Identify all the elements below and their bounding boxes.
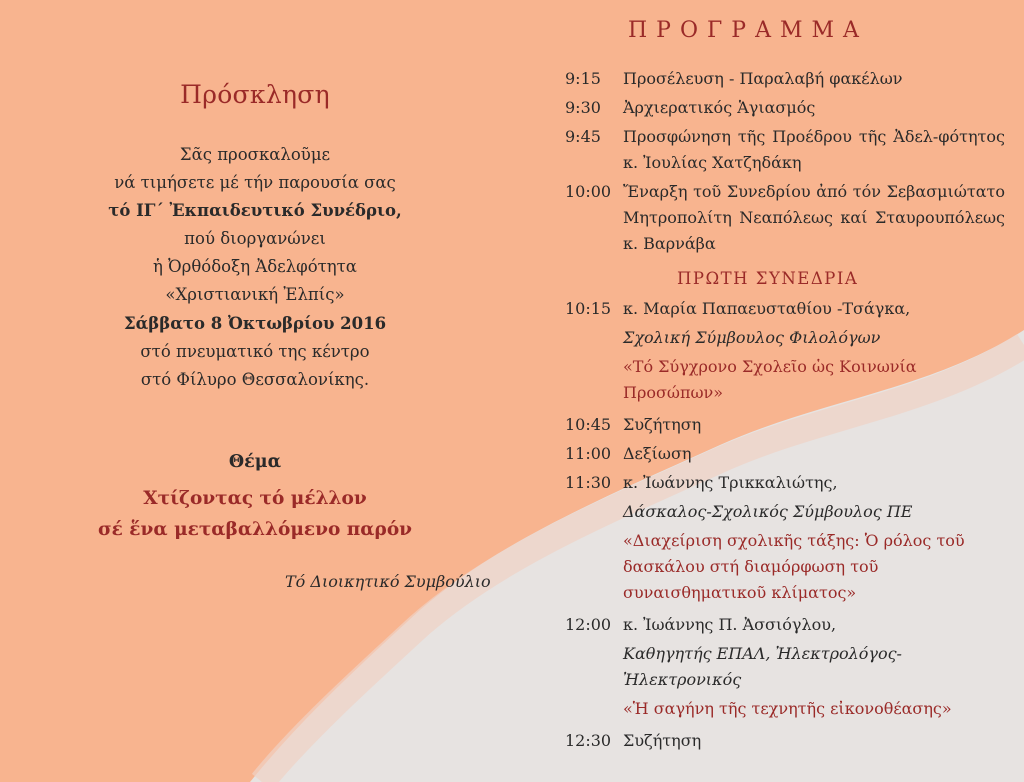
program-item-time: 9:45	[565, 127, 601, 146]
theme-label: Θέμα	[228, 452, 282, 472]
invitation-text	[60, 141, 450, 394]
program-item-text: Ἔναρξη τοῦ Συνεδρίου ἀπό τόν Σεβασμιώτατο Μητροπολίτη Νεαπόλεως καί Σταυρουπόλεως κ. Βαρνάβα	[623, 182, 1005, 253]
program-item-text: Ἀρχιερατικός Ἁγιασμός	[623, 98, 816, 117]
invitation-line: τό ΙΓ΄ Ἐκπαιδευτικό Συνέδριο,	[108, 201, 402, 221]
invitation-line: Σᾶς προσκαλοῦμε	[179, 145, 331, 164]
program-item	[565, 179, 1005, 257]
program-item	[565, 412, 1005, 438]
invitation-line: «Χριστιανική Ἐλπίς»	[165, 285, 345, 305]
program-item-time: 10:00	[565, 182, 612, 201]
signature: Τό Διοικητικό Συμβούλιο	[285, 572, 491, 591]
speaker-role: Σχολική Σύμβουλος Φιλολόγων	[623, 328, 881, 347]
theme-line: σέ ἕνα μεταβαλλόμενο παρόν	[97, 519, 413, 540]
program-item-text: Προσφώνηση τῆς Προέδρου τῆς Ἀδελ-φότητος κ. Ἰουλίας Χατζηδάκη	[623, 127, 1005, 172]
speaker-role: Δάσκαλος-Σχολικός Σύμβουλος ΠΕ	[623, 502, 913, 521]
speaker-name: κ. Ἰωάννης Π. Ἀσσιόγλου,	[623, 615, 837, 634]
program-item-text: Δεξίωση	[623, 444, 692, 463]
program-item-time: 11:00	[565, 444, 612, 463]
program-item-time: 10:45	[565, 415, 612, 434]
invitation-line: ἡ Ὀρθόδοξη Ἀδελφότητα	[153, 257, 357, 277]
program-item	[565, 441, 1005, 467]
talk-title: «Τό Σύγχρονο Σχολεῖο ὡς Κοινωνία Προσώπων»	[623, 357, 917, 402]
session-speaker-row	[565, 470, 1005, 496]
invitation-date: Σάββατο 8 Ὀκτωβρίου 2016	[123, 313, 387, 333]
session-speaker-row	[565, 612, 1005, 638]
program-item-time: 10:15	[565, 299, 612, 318]
program-item	[565, 728, 1005, 754]
invitation-line: πού διοργανώνει	[184, 229, 326, 249]
program-title: ΠΡΟΓΡΑΜΜΑ	[628, 18, 868, 43]
program-item-time: 9:30	[565, 98, 601, 117]
program-item-time: 9:15	[565, 69, 601, 88]
speaker-name: κ. Ἰωάννης Τρικκαλιώτης,	[623, 473, 838, 492]
invitation-line: στό Φίλυρο Θεσσαλονίκης.	[140, 369, 370, 389]
program-item-text: Συζήτηση	[623, 415, 702, 434]
program-item	[565, 95, 1005, 121]
speaker-role: Καθηγητής ΕΠΑΛ, Ἠλεκτρολόγος-Ἠλεκτρονικός	[623, 644, 902, 689]
program-item	[565, 124, 1005, 176]
program-list	[565, 66, 1005, 757]
session-title: ΠΡΩΤΗ ΣΥΝΕΔΡΙΑ	[677, 269, 859, 288]
talk-title: «Ἡ σαγήνη τῆς τεχνητῆς εἰκονοθέασης»	[623, 699, 952, 718]
program-item	[565, 66, 1005, 92]
program-item-time: 11:30	[565, 473, 612, 492]
talk-title: «Διαχείριση σχολικῆς τάξης: Ὁ ρόλος τοῦ δασκάλου στή διαμόρφωση τοῦ συναισθηματικοῦ κλίματος»	[623, 531, 965, 602]
invitation-line: στό πνευματικό της κέντρο	[140, 341, 370, 361]
program-item-time: 12:30	[565, 731, 612, 750]
program-item-text: Συζήτηση	[623, 731, 702, 750]
theme-title	[60, 483, 450, 545]
speaker-name: κ. Μαρία Παπαευσταθίου -Τσάγκα,	[623, 299, 911, 318]
program-item-text: Προσέλευση - Παραλαβή φακέλων	[623, 69, 903, 88]
program-item-time: 12:00	[565, 615, 612, 634]
theme-line: Χτίζοντας τό μέλλον	[143, 488, 367, 509]
invitation-title: Πρόσκληση	[180, 80, 330, 109]
session-speaker-row	[565, 296, 1005, 322]
invitation-line: νά τιμήσετε μέ τήν παρουσία σας	[114, 173, 396, 193]
